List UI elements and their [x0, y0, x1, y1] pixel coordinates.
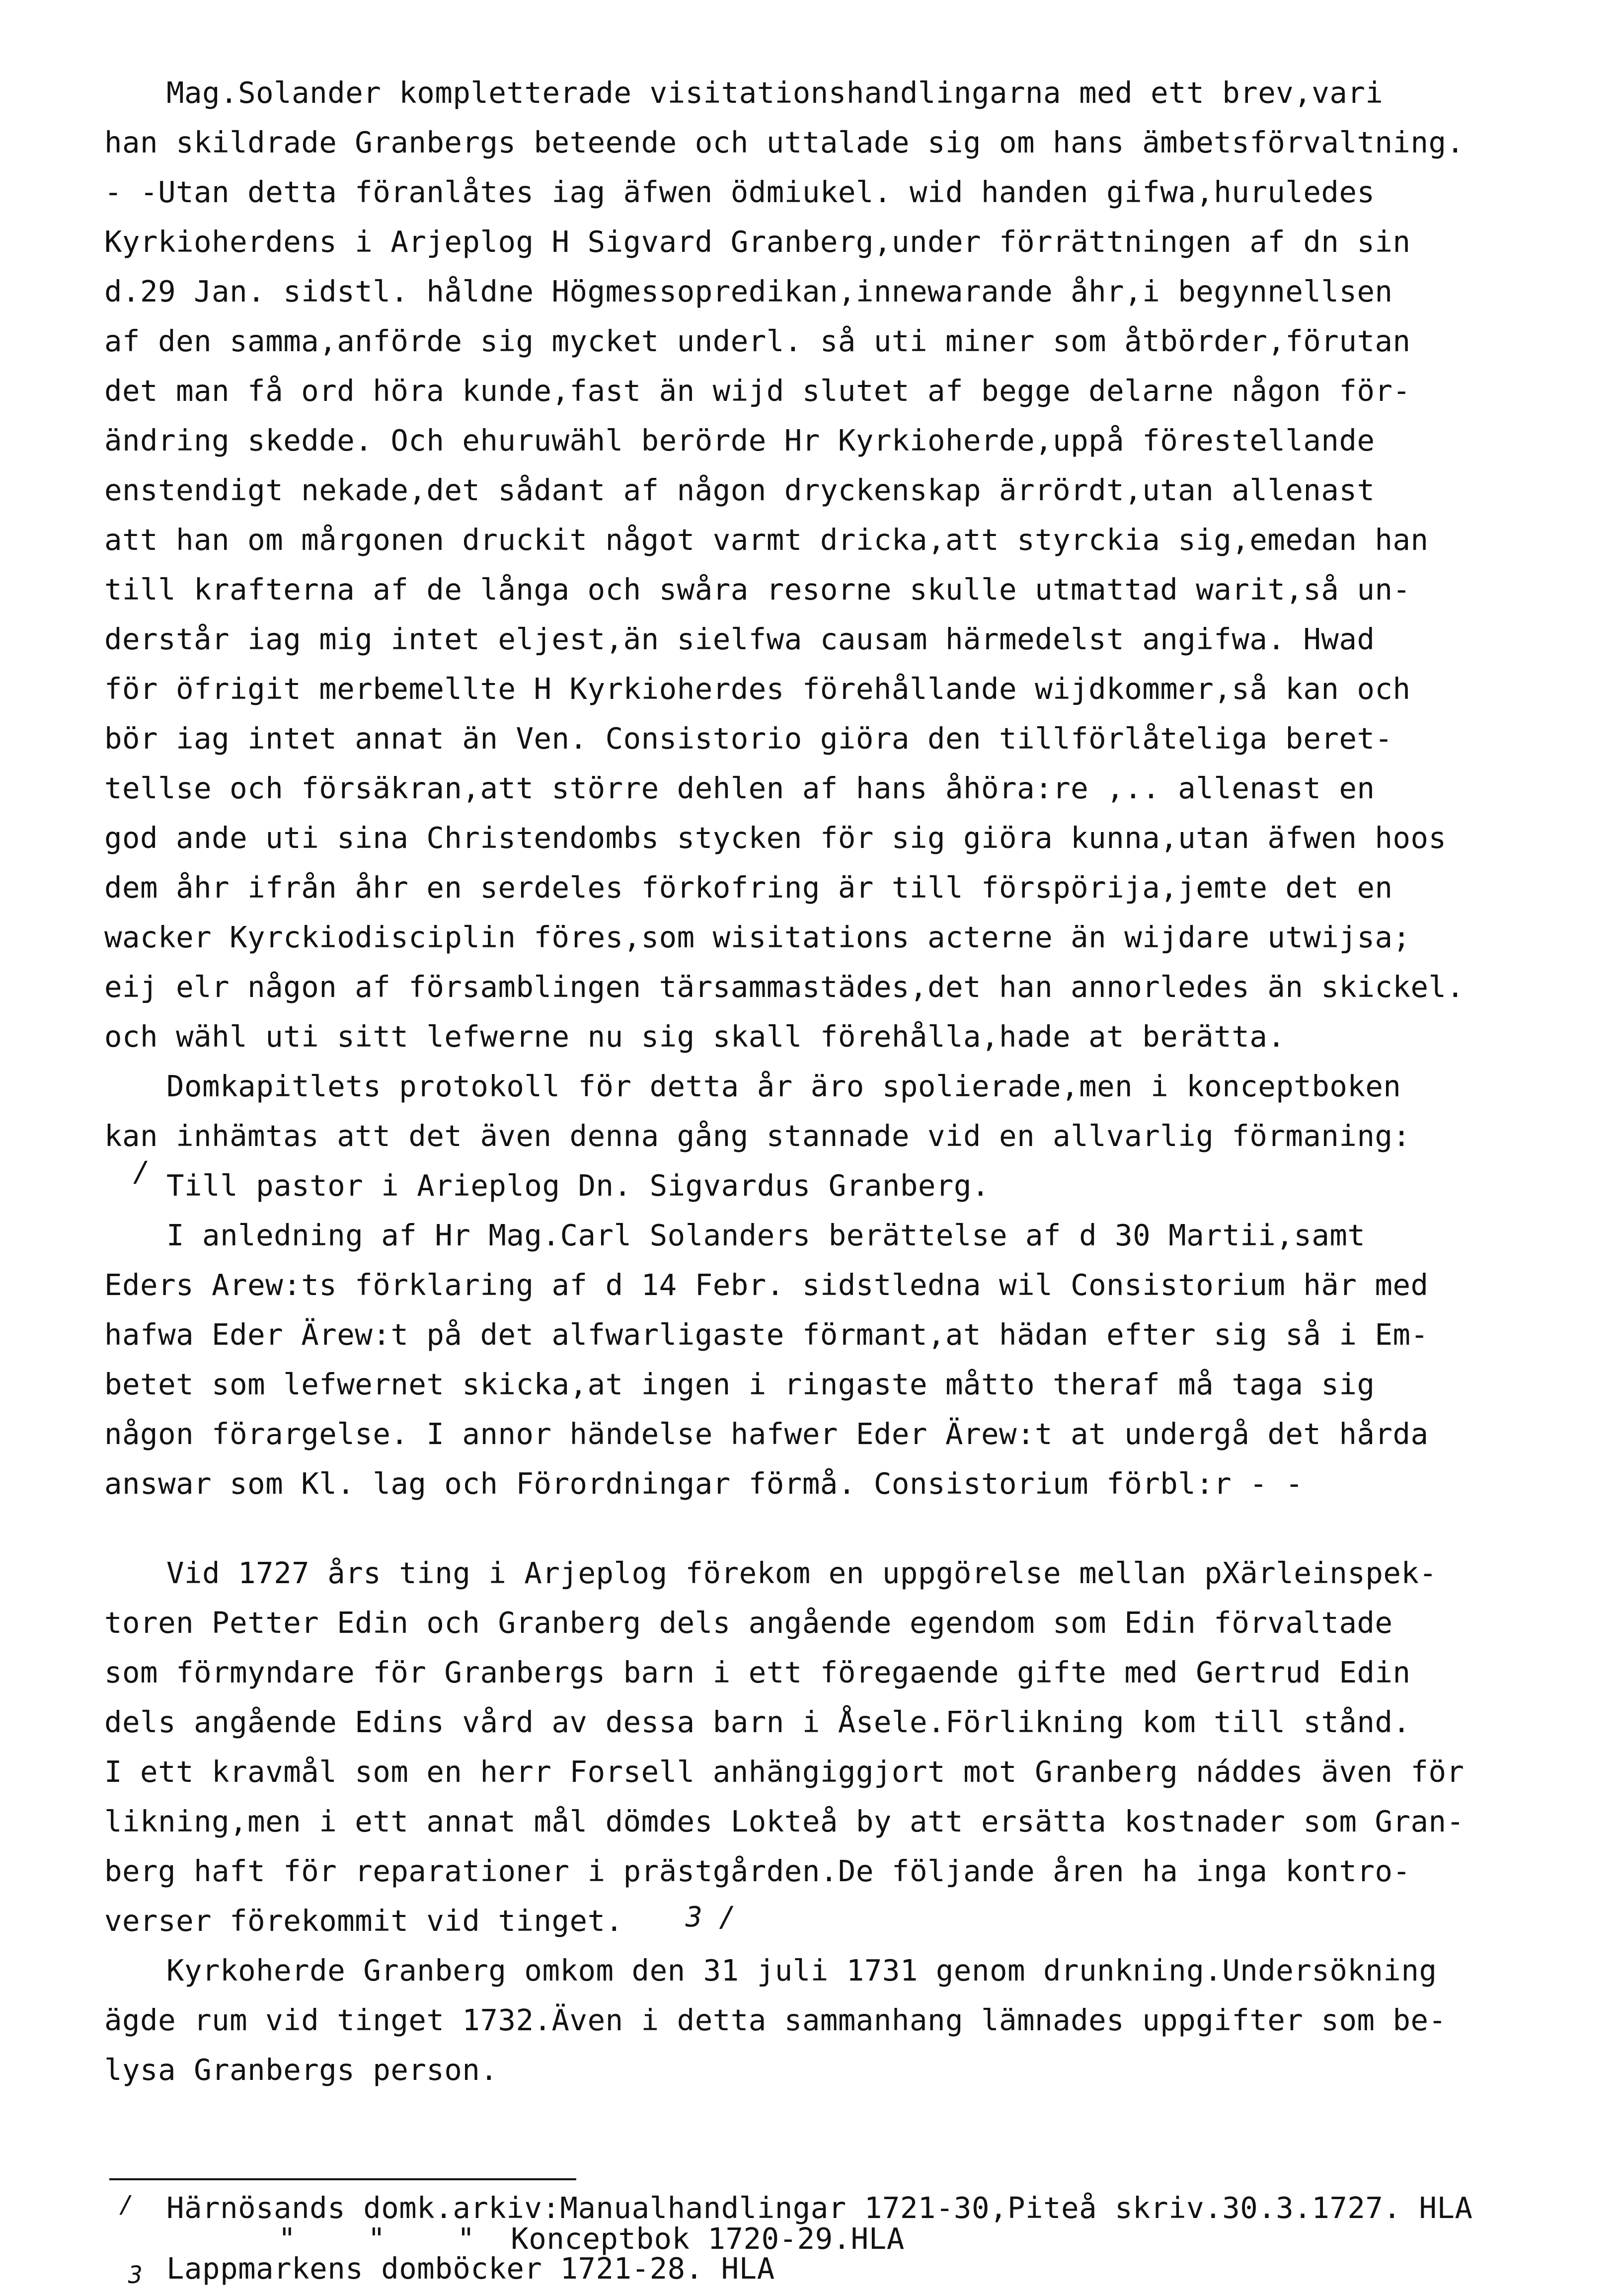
text-line: I anledning af Hr Mag.Carl Solanders berättelse af d 30 Martii,samt: [166, 1218, 1366, 1252]
text-line: enstendigt nekade,det sådant af någon dryckenskap ärrördt,utan allenast: [104, 473, 1375, 507]
footnote-text: Lappmarkens domböcker 1721-28. HLA: [166, 2251, 775, 2286]
text-line: Domkapitlets protokoll för detta år äro spolierade,men i konceptboken: [166, 1069, 1401, 1103]
footnote-text: Härnösands domk.arkiv:Manualhandlingar 1721-30,Piteå skriv.30.3.1727. HLA: [166, 2191, 1473, 2225]
text-line: Till pastor i Arieplog Dn. Sigvardus Granberg.: [166, 1168, 990, 1203]
text-line: d.29 Jan. sidstl. håldne Högmessopredikan,innewarande åhr,i begynnellsen: [104, 274, 1393, 308]
text-line: eij elr någon af församblingen tärsammastädes,det han annorledes än skickel.: [104, 970, 1465, 1004]
text-line: kan inhämtas att det även denna gång stannade vid en allvarlig förmaning:: [104, 1119, 1411, 1153]
text-line: Eders Arew:ts förklaring af d 14 Febr. sidstledna wil Consistorium här med: [104, 1268, 1429, 1302]
text-line: af den samma,anförde sig mycket underl. så uti miner som åtbörder,förutan: [104, 324, 1411, 358]
text-line: Kyrkioherdens i Arjeplog H Sigvard Granberg,under förrättningen af dn sin: [104, 225, 1411, 259]
footnote-text: " " " Konceptbok 1720-29.HLA: [278, 2221, 905, 2256]
footnote-divider: [109, 2178, 576, 2180]
text-line: verser förekommit vid tinget.: [104, 1904, 623, 1938]
text-line: betet som lefwernet skicka,at ingen i ringaste måtto theraf må taga sig: [104, 1367, 1375, 1401]
text-line: toren Petter Edin och Granberg dels angående egendom som Edin förvaltade: [104, 1606, 1393, 1640]
text-line: Kyrkoherde Granberg omkom den 31 juli 1731 genom drunkning.Undersökning: [166, 1953, 1437, 1988]
text-line: wacker Kyrckiodisciplin föres,som wisitations acterne än wijdare utwijsa;: [104, 920, 1411, 954]
text-line: Mag.Solander kompletterade visitationshandlingarna med ett brev,vari: [166, 76, 1384, 110]
text-line: - -Utan detta föranlåtes iag äfwen ödmiukel. wid handen gifwa,huruledes: [104, 175, 1375, 209]
text-line: derstår iag mig intet eljest,än sielfwa causam härmedelst angifwa. Hwad: [104, 622, 1375, 656]
text-line: ändring skedde. Och ehuruwähl berörde Hr Kyrkioherde,uppå förestellande: [104, 423, 1375, 458]
text-line: answar som Kl. lag och Förordningar förmå. Consistorium förbl:r - -: [104, 1466, 1304, 1501]
text-line: ägde rum vid tinget 1732.Även i detta sammanhang lämnades uppgifter som be-: [104, 2003, 1447, 2037]
text-line: I ett kravmål som en herr Forsell anhängiggjort mot Granberg náddes även för: [104, 1755, 1465, 1789]
text-line: någon förargelse. I annor händelse hafwer Eder Ärew:t at undergå det hårda: [104, 1417, 1429, 1451]
text-line: dem åhr ifrån åhr en serdeles förkofring är till förspörija,jemte det en: [104, 870, 1393, 905]
margin-tick-mark: /: [133, 1156, 150, 1188]
text-line: bör iag intet annat än Ven. Consistorio giöra den tillförlåteliga beret-: [104, 721, 1393, 756]
text-line: för öfrigit merbemellte H Kyrkioherdes förehållande wijdkommer,så kan och: [104, 672, 1411, 706]
text-line: tellse och försäkran,att större dehlen af hans åhöra:re ,.. allenast en: [104, 771, 1375, 805]
footnote-reference-3: 3 /: [686, 1901, 736, 1933]
footnote-marker-1: /: [119, 2191, 134, 2219]
text-line: lysa Granbergs person.: [104, 2053, 498, 2087]
text-line: som förmyndare för Granbergs barn i ett föregaende gifte med Gertrud Edin: [104, 1655, 1411, 1689]
text-line: god ande uti sina Christendombs stycken för sig giöra kunna,utan äfwen hoos: [104, 821, 1447, 855]
text-line: han skildrade Granbergs beteende och uttalade sig om hans ämbetsförvaltning.: [104, 125, 1465, 159]
text-line: hafwa Eder Ärew:t på det alfwarligaste förmant,at hädan efter sig så i Em-: [104, 1317, 1429, 1352]
text-line: att han om mårgonen druckit något varmt dricka,att styrckia sig,emedan han: [104, 523, 1429, 557]
text-line: dels angående Edins vård av dessa barn i Åsele.Förlikning kom till stånd.: [104, 1705, 1411, 1739]
text-line: likning,men i ett annat mål dömdes Lokteå by att ersätta kostnader som Gran-: [104, 1804, 1465, 1838]
text-line: och wähl uti sitt lefwerne nu sig skall förehålla,hade at berätta.: [104, 1019, 1286, 1054]
text-line: berg haft för reparationer i prästgården.De följande åren ha inga kontro-: [104, 1854, 1411, 1888]
text-line: det man få ord höra kunde,fast än wijd slutet af begge delarne någon för-: [104, 374, 1411, 408]
text-line: Vid 1727 års ting i Arjeplog förekom en uppgörelse mellan pXärleinspek-: [166, 1556, 1437, 1590]
text-line: till krafterna af de långa och swåra resorne skulle utmattad warit,så un-: [104, 572, 1411, 607]
footnote-marker-3: 3: [128, 2261, 143, 2289]
